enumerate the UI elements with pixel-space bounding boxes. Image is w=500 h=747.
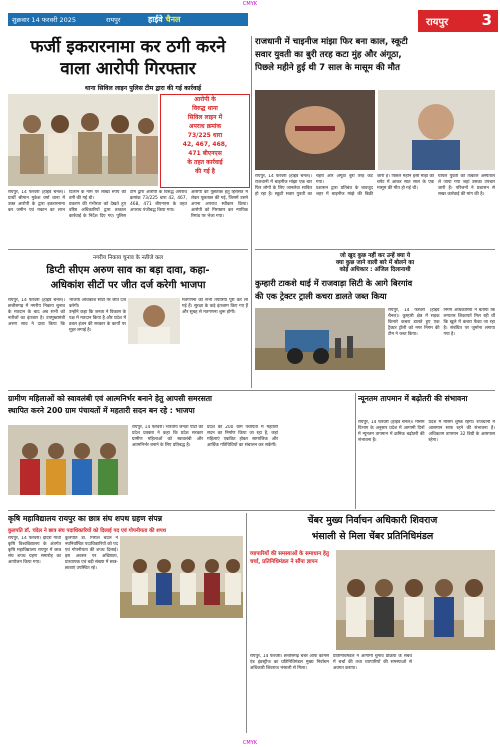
story7-photo [336, 550, 495, 650]
story2-photo [128, 298, 180, 344]
masthead-date: शुक्रवार 14 फरवरी 2025 [12, 16, 77, 24]
injury-photo-illustration [255, 90, 375, 170]
story6-photo [120, 536, 243, 618]
deputy-cm-photo-illustration [128, 298, 180, 344]
story3-kicker-line1: जो खुद कुछ नहीं कर उन्हें क्या ये [339, 253, 411, 259]
story5-body [358, 420, 495, 508]
story-right-top-headline-line3: पिछले महीने हुई थी 7 साल के मासूम की मौत [255, 63, 400, 73]
story2-headline [8, 263, 248, 295]
story3-photo [255, 308, 385, 370]
divider-h2 [255, 249, 495, 250]
story3-headline [255, 277, 495, 307]
story1-sub: थाना सिविल लाइन पुलिस टीम द्वारा की गई कार्रवाई [84, 85, 202, 92]
divider-h1 [8, 249, 248, 250]
story2-para: उन्होंने कहा कि जनता ने विकास के पक्ष में मतदान किया है और प्रदेश में डबल इंजन की सरकार के कार्यों पर मुहर लगाई है। [69, 310, 126, 333]
story7-headline-line1: चेंबर मुख्य निर्वाचन अधिकारी शिवराज [307, 515, 438, 526]
story2-body-b [182, 298, 248, 384]
story5-para: रायपुर, 14 फरवरी (हाईवे चैनल)। मौसम विभाग के अनुसार प्रदेश में आगामी दिनों में न्यूनतम तापमान में क्रमिक बढ़ोतरी की संभावना है। [358, 420, 425, 443]
story1-para: आरोपी को पूछताछ हेतु हिरासत में लेकर पूछताछ की गई, जिसमें उसने अपना अपराध स्वीकार किया। आरोपी को गिरफ्तार कर न्यायिक रिमांड पर भेजा गया। [191, 190, 248, 219]
story2-body-a [8, 298, 126, 384]
story1-headline-line1: फर्जी इकरारनामा कर ठगी करने [30, 37, 226, 57]
story2-para: मतगणना की सभी तैयारियां पूरी कर ली गई हैं। सुरक्षा के कड़े इंतजाम किए गए हैं और सुबह से मतगणना शुरू होगी। [182, 298, 248, 315]
story-right-top-photo-2 [378, 90, 495, 170]
story3-kicker [255, 253, 495, 275]
story1-headline-line2: वाला आरोपी गिरफ्तार [60, 59, 196, 79]
story4-headline [8, 393, 353, 423]
story1-highlight-box [160, 94, 250, 188]
story7-kicker: व्यापारियों की समस्याओं के समाधान हेतु चर्चा, प्रतिनिधिमंडल ने सौंपा ज्ञापन [250, 551, 329, 565]
masthead-city: रायपुर [106, 16, 121, 24]
story3-headline-line1: कुम्हारी टाकशे थाई में राजवाड़ा सिटी के आगे बिरगांव [255, 278, 413, 288]
cmyk-mark-top: CMYK [242, 1, 258, 7]
story3-headline-line2: की एक ट्रेक्टर ट्राली कचरा डालते जब्त किया [255, 291, 387, 301]
chamber-delegation-photo-illustration [336, 550, 495, 650]
story6-headline: कृषि महाविद्यालय रायपुर का छात्र संघ शपथ ग्रहण संपन्न [8, 514, 163, 523]
tractor-photo-illustration [255, 308, 385, 370]
story6-para: कुलपति डॉ. गिरीश चंदेल ने नवनिर्वाचित पदाधिकारियों को पद एवं गोपनीयता की शपथ दिलाई। इस अवसर पर अधिष्ठाता, प्राध्यापक एवं बड़ी संख्या में छात्र-छात्राएं उपस्थित रहे। [65, 536, 118, 571]
story-right-top-headline [255, 36, 495, 96]
story1-box-line8: के तहत कार्रवाई [187, 159, 223, 166]
masthead-bar [8, 13, 248, 26]
story1-box-line4: अपराध क्रमांक [188, 123, 222, 130]
story-right-top-para: रायपुर, 14 फरवरी (हाईवे चैनल)। राजधानी में चाइनीज मांझा एक बार फिर लोगों के लिए जानलेवा साबित हो रहा है। स्कूटी सवार युवती का चेहरा और अंगूठा बुरी तरह कट गया। [255, 174, 373, 197]
story7-headline [250, 513, 495, 547]
story1-box-line7: 471 बीएनएस [188, 150, 222, 157]
story7-para: प्रतिनिधिमंडल ने आगामी चुनाव प्रक्रिया के संबंध में चर्चा की तथा व्यापारियों की समस्याओं से अवगत कराया। [333, 654, 412, 671]
story3-para: निगम अधिकारियों ने बताया कि लगातार शिकायतें मिल रही थीं कि खुले में कचरा फेंका जा रहा है। संबंधित पर जुर्माना लगाया गया है। [443, 308, 495, 337]
story5-para: प्रदेश में मौसम शुष्क रहेगा। राजधानी में आसमान साफ रहने की संभावना है। अधिकतम तापमान 32 डिग्री के आसपास रहेगा। [428, 420, 495, 443]
story1-box-line5: 73/225 धारा [187, 132, 223, 139]
story-right-top-para: प्रशासन द्वारा प्रतिबंध के बावजूद शहर में चाइनीज मांझे की बिक्री जारी है। पिछले महीने इसी मांझे की चपेट में आकर सात साल के एक मासूम की मौत हो गई थी। [316, 174, 434, 197]
story1-box-line9: की गई है [195, 168, 215, 175]
story1-box-line3: सिविल लाइन में [187, 114, 223, 121]
police-photo-illustration [8, 94, 158, 186]
story6-body [8, 536, 118, 726]
story1-headline [8, 36, 248, 82]
story4-para: प्रदेश की 200 ग्राम पंचायतों में महतारी सदन का निर्माण किया जा रहा है, जहां महिलाएं एकत्रित होकर सामाजिक और आर्थिक गतिविधियों का संचालन कर सकेंगी। [207, 425, 278, 448]
story7-body [250, 654, 495, 734]
masthead-brand [148, 14, 180, 25]
story1-para: रायपुर, 14 फरवरी (हाईवे चैनल)। प्रार्थी श्रीमान मुकेश वर्मा थाना में उक्त आरोपी के द्वारा इकरारनामा कर जमीन एवं मकान का लाभ दिलाने के नाम पर लाखों रुपये की ठगी की गई थी। [8, 190, 126, 213]
story4-headline-line1: ग्रामीण महिलाओं को स्वावलंबी एवं आत्मनिर्भर बनाने हेतु आपसी समरसता [8, 394, 213, 403]
story2-headline-line1: डिप्टी सीएम अरुण साव का बड़ा दावा, कहा- [46, 265, 210, 276]
story7-para: रायपुर, 14 फरवरी। छत्तीसगढ़ चेंबर ऑफ कॉमर्स एंड इंडस्ट्रीज का प्रतिनिधिमंडल मुख्य निर्वाचन अधिकारी शिवराज भंसाली से मिला। [250, 654, 329, 671]
story-right-top-photo-1 [255, 90, 375, 170]
story1-body [8, 190, 248, 246]
brand-part-a: हाईवे [148, 15, 163, 24]
divider-v3 [246, 513, 247, 733]
story6-para: रायपुर, 14 फरवरी। इंदिरा गांधी कृषि विश्वविद्यालय के अंतर्गत कृषि महाविद्यालय रायपुर में छात्र संघ शपथ ग्रहण समारोह का आयोजन किया गया। [8, 536, 61, 565]
story4-para: रायपुर, 14 फरवरी। भारतीय जनता पार्टी की प्रदेश प्रवक्ता ने कहा कि प्रदेश सरकार ग्रामीण महिलाओं को स्वावलंबी और आत्मनिर्भर बनाने के लिए प्रतिबद्ध है। [132, 425, 203, 448]
story3-body [388, 308, 495, 388]
story5-headline: न्यूनतम तापमान में बढ़ोतरी की संभावना [358, 394, 468, 403]
story3-kicker-line2: क्या कुछ जाने वाली बारे में बोलने का [335, 260, 415, 266]
story4-photo [8, 425, 128, 495]
divider-h3 [8, 390, 495, 391]
story2-para: रायपुर, 14 फरवरी (हाईवे चैनल)। छत्तीसगढ़ में नगरीय निकाय चुनाव के मतदान के बाद अब सभी को नतीजों का इंतजार है। उपमुख्यमंत्री अरुण साव ने दावा किया कि भाजपा अधिकांश सीटों पर जीत दर्ज करेगी। [8, 298, 126, 327]
story1-para: प्रकरण की गंभीरता को देखते हुए वरिष्ठ अधिकारियों द्वारा तत्काल कार्रवाई के निर्देश दिए गए। पुलिस टीम द्वारा आरोपी के विरुद्ध अपराध क्रमांक 73/225 धारा 42, 467, 468, 471 बीएनएस के तहत अपराध पंजीबद्ध किया गया। [69, 190, 187, 219]
women-group-photo-illustration [8, 425, 128, 495]
section-name: रायपुर [426, 17, 449, 28]
story6-sub: कुलपति डॉ. चंदेल ने छात्र संघ पदाधिकारियों को दिलाई पद एवं गोपनीयता की शपथ [8, 528, 167, 534]
story-right-top-body [255, 174, 495, 246]
divider-h4 [8, 510, 495, 511]
story4-body [132, 425, 353, 507]
divider-v2 [355, 393, 356, 509]
page-number: 3 [481, 11, 492, 29]
story7-headline-line2: भंसाली से मिला चेंबर प्रतिनिधिमंडल [311, 531, 434, 542]
cmyk-mark-bottom: CMYK [242, 740, 258, 746]
story3-para: रायपुर, 14 फरवरी (हाईवे चैनल)। कुम्हारी क्षेत्र में सड़क किनारे कचरा डालते हुए एक ट्रैक्टर ट्रॉली को नगर निगम की टीम ने जब्त किया। [388, 308, 440, 337]
story-right-top-para: घायल युवती को तत्काल अस्पताल ले जाया गया जहां उसका उपचार जारी है। परिजनों ने प्रशासन से सख्त कार्रवाई की मांग की है। [438, 174, 495, 197]
story3-kicker-line3: कोई अधिकार : अंजिल दिलानाथी [339, 267, 411, 273]
story1-box-line2: विरुद्ध थाना [192, 105, 218, 112]
story1-photo-police [8, 94, 158, 186]
page-section-box [418, 10, 498, 32]
brand-part-b: चैनल [165, 15, 181, 24]
divider-v1 [251, 36, 252, 388]
story1-box-line6: 42, 467, 468, [182, 141, 228, 148]
child-photo-illustration [378, 90, 495, 170]
story-right-top-headline-line1: राजधानी में चाइनीज मांझा फिर बना काल, स्कूटी [255, 37, 408, 47]
story1-box-line1: आरोपी के [194, 96, 216, 103]
story2-headline-line2: अधिकांश सीटों पर जीत दर्ज करेगी भाजपा [50, 280, 206, 291]
story-right-top-headline-line2: सवार युवती का बुरी तरह कटा मुंह और अंगूठा, [255, 50, 402, 60]
oath-ceremony-photo-illustration [120, 536, 243, 618]
story2-kicker: नगरीय निकाय चुनाव के नतीजे कल [93, 255, 163, 261]
story4-headline-line2: स्थापित करने 200 ग्राम पंचायतों में महतारी सदन बन रहे : भाजपा [8, 406, 195, 415]
